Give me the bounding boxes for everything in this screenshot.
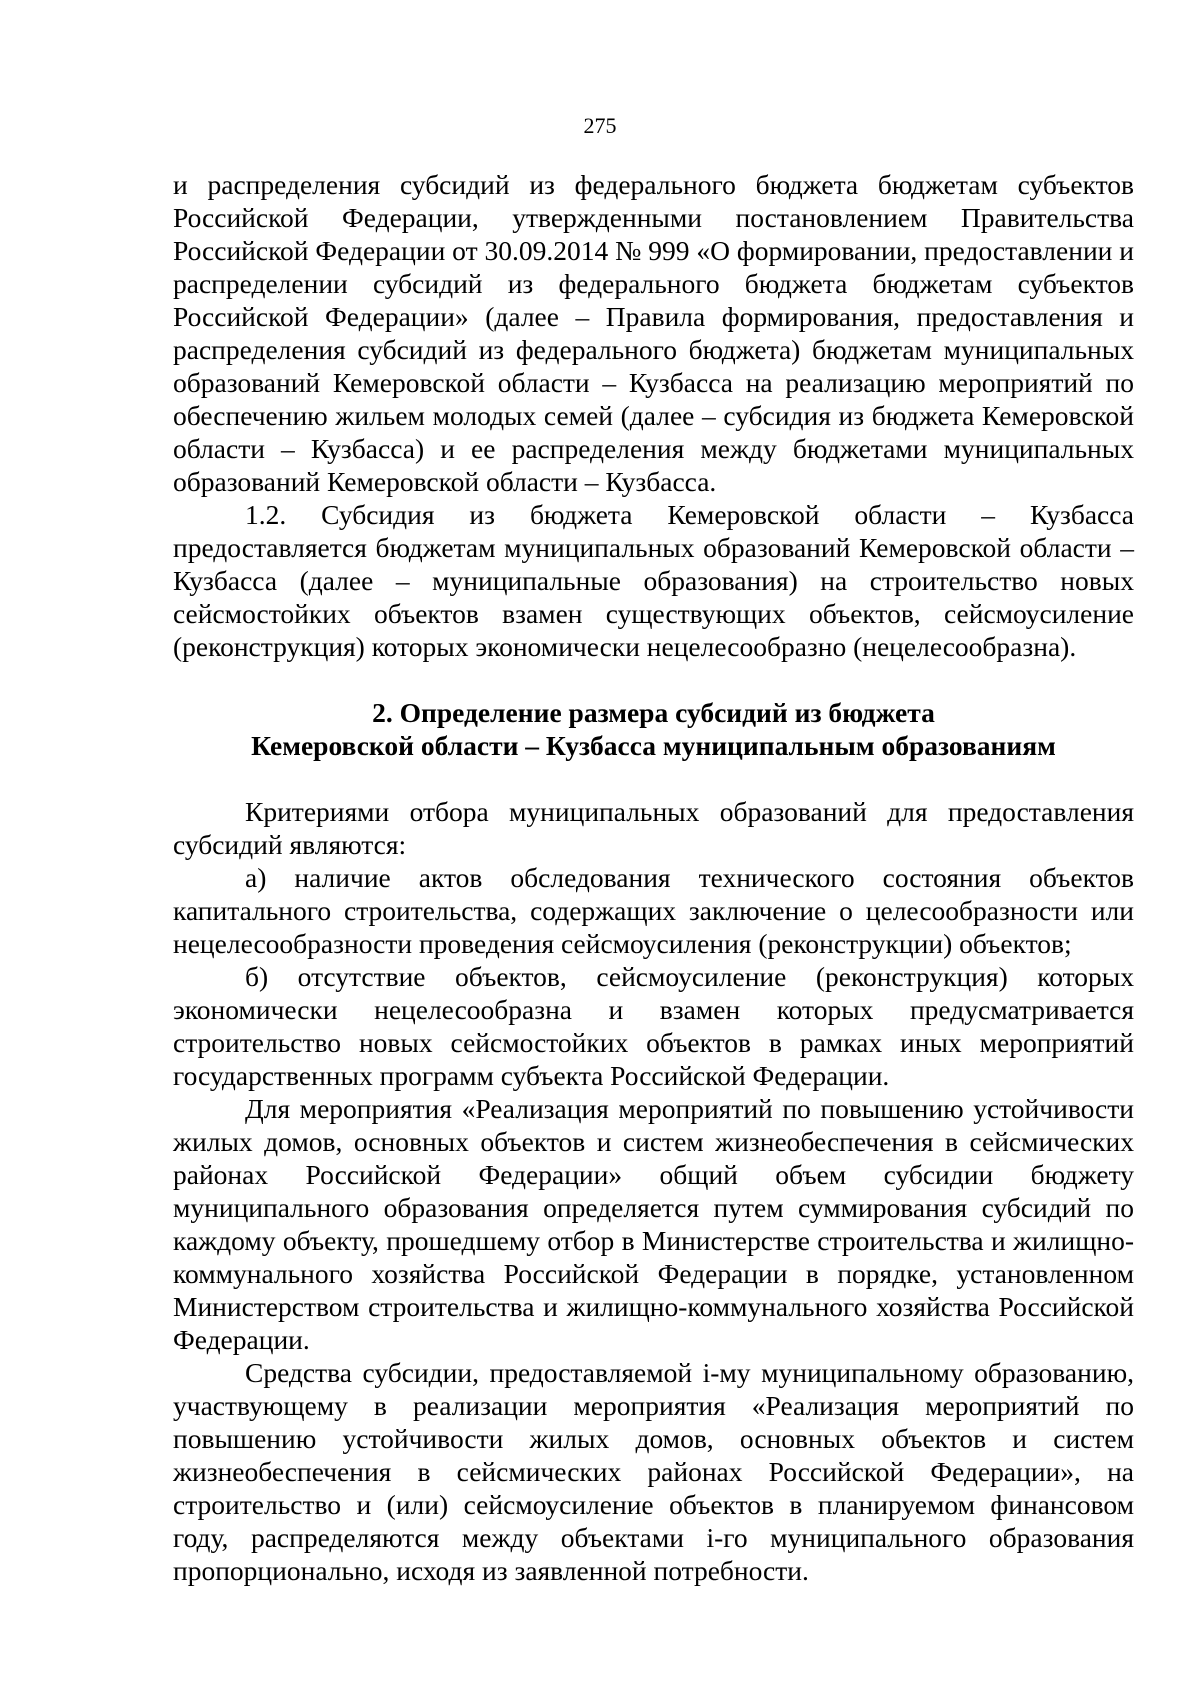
paragraph-clause-1-2: 1.2. Субсидия из бюджета Кемеровской области – Кузбасса предоставляется бюджетам муниципальных образований Кемеровской области – Кузбасса (далее – муниципальные образования) на строительство новых сейсмостойких объектов взамен существующих объектов, сейсмоусиление (реконструкция) которых экономически нецелесообразно (нецелесообразна). (173, 499, 1134, 662)
paragraph-continuation: и распределения субсидий из федерального бюджета бюджетам субъектов Российской Федерации, утвержденными постановлением Правительства Российской Федерации от 30.09.2014 № 999 «О формировании, предоставлении и распределении субсидий из федерального бюджета бюджетам субъектов Российской Федерации» (далее – Правила формирования, предоставления и распределения субсидий из федерального бюджета) бюджетам муниципальных образований Кемеровской области – Кузбасса на реализацию мероприятий по обеспечению жильем молодых семей (далее – субсидия из бюджета Кемеровской области – Кузбасса) и ее распределения между бюджетами муниципальных образований Кемеровской области – Кузбасса. (173, 169, 1134, 497)
section-heading-line-2: Кемеровской области – Кузбасса муниципальным образованиям (251, 730, 1056, 761)
paragraph-subsidy-distribution: Средства субсидии, предоставляемой i-му муниципальному образованию, участвующему в реализации мероприятия «Реализация мероприятий по повышению устойчивости жилых домов, основных объектов и систем жизнеобеспечения в сейсмических районах Российской Федерации», на строительство и (или) сейсмоусиление объектов в планируемом финансовом году, распределяются между объектами i-го муниципального образования пропорционально, исходя из заявленной потребности. (173, 1357, 1134, 1586)
section-heading (173, 696, 1134, 762)
section-heading-line-1: 2. Определение размера субсидий из бюджета (372, 697, 935, 728)
paragraph-criteria-intro: Критериями отбора муниципальных образований для предоставления субсидий являются: (173, 796, 1134, 860)
paragraph-criterion-a: а) наличие актов обследования технического состояния объектов капитального строительства, содержащих заключение о целесообразности или нецелесообразности проведения сейсмоусиления (реконструкции) объектов; (173, 862, 1134, 959)
paragraph-subsidy-volume: Для мероприятия «Реализация мероприятий по повышению устойчивости жилых домов, основных объектов и систем жизнеобеспечения в сейсмических районах Российской Федерации» общий объем субсидии бюджету муниципального образования определяется путем суммирования субсидий по каждому объекту, прошедшему отбор в Министерстве строительства и жилищно-коммунального хозяйства Российской Федерации в порядке, установленном Министерством строительства и жилищно-коммунального хозяйства Российской Федерации. (173, 1093, 1134, 1355)
page-number: 275 (583, 113, 617, 138)
document-body (173, 168, 1134, 1587)
paragraph-criterion-b: б) отсутствие объектов, сейсмоусиление (реконструкция) которых экономически нецелесообразна и взамен которых предусматривается строительство новых сейсмостойких объектов в рамках иных мероприятий государственных программ субъекта Российской Федерации. (173, 961, 1134, 1091)
